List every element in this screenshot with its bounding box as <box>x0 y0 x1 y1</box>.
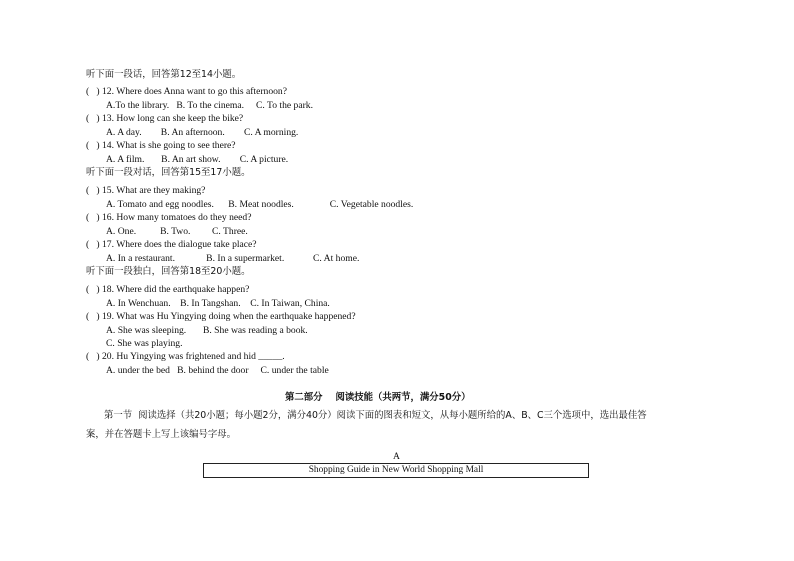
question-20: ( ) 20. Hu Yingying was frightened and hid _____. <box>86 351 285 362</box>
section1-instructions: 第一节 阅读选择（共20小题；每小题2分，满分40分）阅读下面的图表和短文，从每小题所给的A、B、C三个选项中，选出最佳答 <box>104 410 647 421</box>
instruction-15-17: 听下面一段对话，回答第15至17小题。 <box>86 167 251 178</box>
instruction-18-20: 听下面一段独白，回答第18至20小题。 <box>86 266 251 277</box>
question-19: ( ) 19. What was Hu Yingying doing when the earthquake happened? <box>86 311 356 322</box>
options-13: A. A day. B. An afternoon. C. A morning. <box>106 127 299 138</box>
section1-instructions-cont: 案，并在答题卡上写上该编号字母。 <box>86 429 237 440</box>
shopping-guide-title-box: Shopping Guide in New World Shopping Mall <box>203 463 589 478</box>
options-19-c: C. She was playing. <box>106 338 183 349</box>
instruction-12-14: 听下面一段话，回答第12至14小题。 <box>86 69 242 80</box>
question-17: ( ) 17. Where does the dialogue take place? <box>86 239 257 250</box>
question-12: ( ) 12. Where does Anna want to go this afternoon? <box>86 86 287 97</box>
question-16: ( ) 16. How many tomatoes do they need? <box>86 212 252 223</box>
options-19-ab: A. She was sleeping. B. She was reading a book. <box>106 325 308 336</box>
options-12: A.To the library. B. To the cinema. C. To the park. <box>106 100 313 111</box>
options-14: A. A film. B. An art show. C. A picture. <box>106 154 289 165</box>
options-17: A. In a restaurant. B. In a supermarket. C. At home. <box>106 253 360 264</box>
options-15: A. Tomato and egg noodles. B. Meat noodles. C. Vegetable noodles. <box>106 199 414 210</box>
passage-label: A <box>393 451 400 462</box>
options-16: A. One. B. Two. C. Three. <box>106 226 248 237</box>
part2-heading: 第二部分 阅读技能（共两节，满分50分） <box>285 392 471 403</box>
question-18: ( ) 18. Where did the earthquake happen? <box>86 284 250 295</box>
question-15: ( ) 15. What are they making? <box>86 185 206 196</box>
question-13: ( ) 13. How long can she keep the bike? <box>86 113 244 124</box>
options-18: A. In Wenchuan. B. In Tangshan. C. In Taiwan, China. <box>106 298 330 309</box>
question-14: ( ) 14. What is she going to see there? <box>86 140 236 151</box>
options-20: A. under the bed B. behind the door C. under the table <box>106 365 329 376</box>
